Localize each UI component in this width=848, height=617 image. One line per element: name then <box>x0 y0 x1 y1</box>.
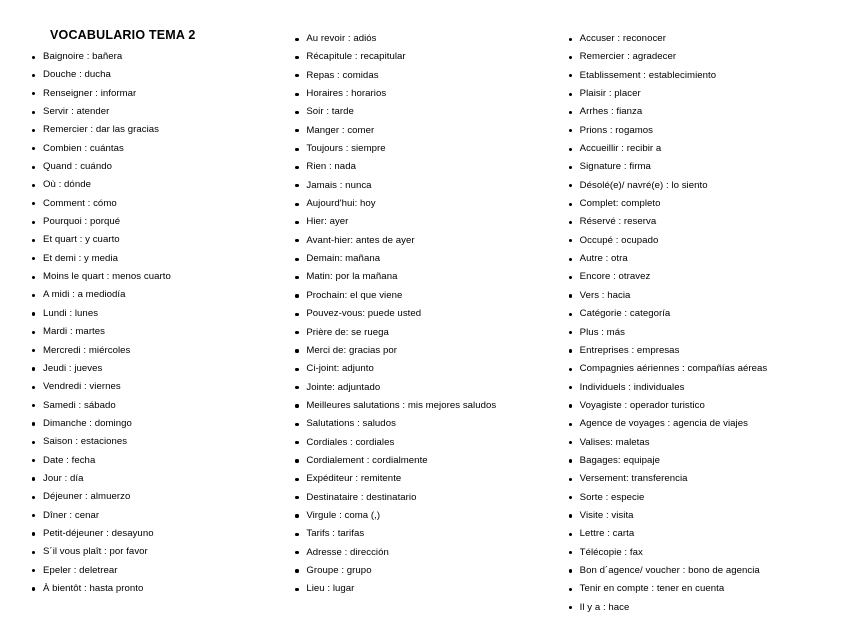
list-item: Jeudi : jueves <box>30 360 289 378</box>
list-item: Soir : tarde <box>293 103 558 121</box>
list-item: Toujours : siempre <box>293 140 558 158</box>
list-item: Accueillir : recibir a <box>567 140 826 158</box>
list-item: Lettre : carta <box>567 525 826 543</box>
list-item: Accuser : reconocer <box>567 30 826 48</box>
column-spacer <box>293 20 558 30</box>
list-item: Aujourd'hui: hoy <box>293 195 558 213</box>
list-item: Demain: mañana <box>293 250 558 268</box>
list-item: Date : fecha <box>30 452 289 470</box>
list-item: Avant-hier: antes de ayer <box>293 232 558 250</box>
list-item: Matin: por la mañana <box>293 268 558 286</box>
list-item: Petit-déjeuner : desayuno <box>30 525 289 543</box>
list-item: Récapitule : recapitular <box>293 48 558 66</box>
vocabulary-column-2 <box>289 20 558 599</box>
list-item: Déjeuner : almuerzo <box>30 488 289 506</box>
list-item: Encore : otravez <box>567 268 826 286</box>
list-item: Vendredi : viernes <box>30 378 289 396</box>
list-item: Compagnies aériennes : compañías aéreas <box>567 360 826 378</box>
list-item: Horaires : horarios <box>293 85 558 103</box>
list-item: Adresse : dirección <box>293 544 558 562</box>
vocabulary-columns <box>22 20 826 617</box>
list-item: Quand : cuándo <box>30 158 289 176</box>
list-item: Voyagiste : operador turistico <box>567 397 826 415</box>
list-item: A midi : a mediodía <box>30 286 289 304</box>
list-item: Repas : comidas <box>293 67 558 85</box>
list-item: Télécopie : fax <box>567 544 826 562</box>
list-item: Bagages: equipaje <box>567 452 826 470</box>
list-item: Et demi : y media <box>30 250 289 268</box>
list-item: S´il vous plaît : por favor <box>30 543 289 561</box>
list-item: Sorte : especie <box>567 489 826 507</box>
list-item: Il y a : hace <box>567 599 826 617</box>
list-item: Prochain: el que viene <box>293 287 558 305</box>
list-item: Cordiales : cordiales <box>293 434 558 452</box>
vocabulary-column-3 <box>559 20 826 617</box>
list-item: Ci-joint: adjunto <box>293 360 558 378</box>
list-item: Remercier : dar las gracias <box>30 121 289 139</box>
list-item: Mercredi : miércoles <box>30 342 289 360</box>
list-item: Versement: transferencia <box>567 470 826 488</box>
list-item: Pouvez-vous: puede usted <box>293 305 558 323</box>
list-item: Réservé : reserva <box>567 213 826 231</box>
list-item: Où : dónde <box>30 176 289 194</box>
list-item: Virgule : coma (,) <box>293 507 558 525</box>
list-item: Mardi : martes <box>30 323 289 341</box>
list-item: Jour : día <box>30 470 289 488</box>
list-item: Autre : otra <box>567 250 826 268</box>
list-item: Rien : nada <box>293 158 558 176</box>
list-item: Occupé : ocupado <box>567 232 826 250</box>
list-item: Catégorie : categoría <box>567 305 826 323</box>
list-item: À bientôt : hasta pronto <box>30 580 289 598</box>
list-item: Jointe: adjuntado <box>293 379 558 397</box>
list-item: Complet: completo <box>567 195 826 213</box>
list-item: Signature : firma <box>567 158 826 176</box>
list-item: Destinataire : destinatario <box>293 489 558 507</box>
list-item: Douche : ducha <box>30 66 289 84</box>
list-item: Manger : comer <box>293 122 558 140</box>
list-item: Groupe : grupo <box>293 562 558 580</box>
list-item: Vers : hacia <box>567 287 826 305</box>
list-item: Désolé(e)/ navré(e) : lo siento <box>567 177 826 195</box>
list-item: Plaisir : placer <box>567 85 826 103</box>
list-item: Bon d´agence/ voucher : bono de agencia <box>567 562 826 580</box>
list-item: Combien : cuántas <box>30 140 289 158</box>
list-item: Entreprises : empresas <box>567 342 826 360</box>
list-item: Epeler : deletrear <box>30 562 289 580</box>
list-item: Expéditeur : remitente <box>293 470 558 488</box>
list-item: Etablissement : establecimiento <box>567 67 826 85</box>
vocabulary-list-3 <box>567 30 826 617</box>
list-item: Saison : estaciones <box>30 433 289 451</box>
list-item: Samedi : sábado <box>30 397 289 415</box>
list-item: Au revoir : adiós <box>293 30 558 48</box>
list-item: Moins le quart : menos cuarto <box>30 268 289 286</box>
list-item: Agence de voyages : agencia de viajes <box>567 415 826 433</box>
list-item: Lieu : lugar <box>293 580 558 598</box>
list-item: Remercier : agradecer <box>567 48 826 66</box>
list-item: Tenir en compte : tener en cuenta <box>567 580 826 598</box>
list-item: Arrhes : fianza <box>567 103 826 121</box>
list-item: Renseigner : informar <box>30 85 289 103</box>
list-item: Prière de: se ruega <box>293 324 558 342</box>
list-item: Dimanche : domingo <box>30 415 289 433</box>
list-item: Valises: maletas <box>567 434 826 452</box>
list-item: Comment : cómo <box>30 195 289 213</box>
list-item: Meilleures salutations : mis mejores saludos <box>293 397 558 415</box>
list-item: Prions : rogamos <box>567 122 826 140</box>
list-item: Baignoire : bañera <box>30 48 289 66</box>
list-item: Merci de: gracias por <box>293 342 558 360</box>
list-item: Salutations : saludos <box>293 415 558 433</box>
vocabulary-column-1 <box>22 20 289 598</box>
list-item: Pourquoi : porqué <box>30 213 289 231</box>
list-item: Visite : visita <box>567 507 826 525</box>
list-item: Jamais : nunca <box>293 177 558 195</box>
column-spacer <box>567 20 826 30</box>
list-item: Plus : más <box>567 324 826 342</box>
list-item: Individuels : individuales <box>567 379 826 397</box>
list-item: Hier: ayer <box>293 213 558 231</box>
list-item: Lundi : lunes <box>30 305 289 323</box>
list-item: Dîner : cenar <box>30 507 289 525</box>
vocabulary-list-2 <box>293 30 558 599</box>
list-item: Tarifs : tarifas <box>293 525 558 543</box>
vocabulary-list-1 <box>30 48 289 598</box>
list-item: Et quart : y cuarto <box>30 231 289 249</box>
list-item: Servir : atender <box>30 103 289 121</box>
list-item: Cordialement : cordialmente <box>293 452 558 470</box>
page-title: VOCABULARIO TEMA 2 <box>50 28 196 42</box>
